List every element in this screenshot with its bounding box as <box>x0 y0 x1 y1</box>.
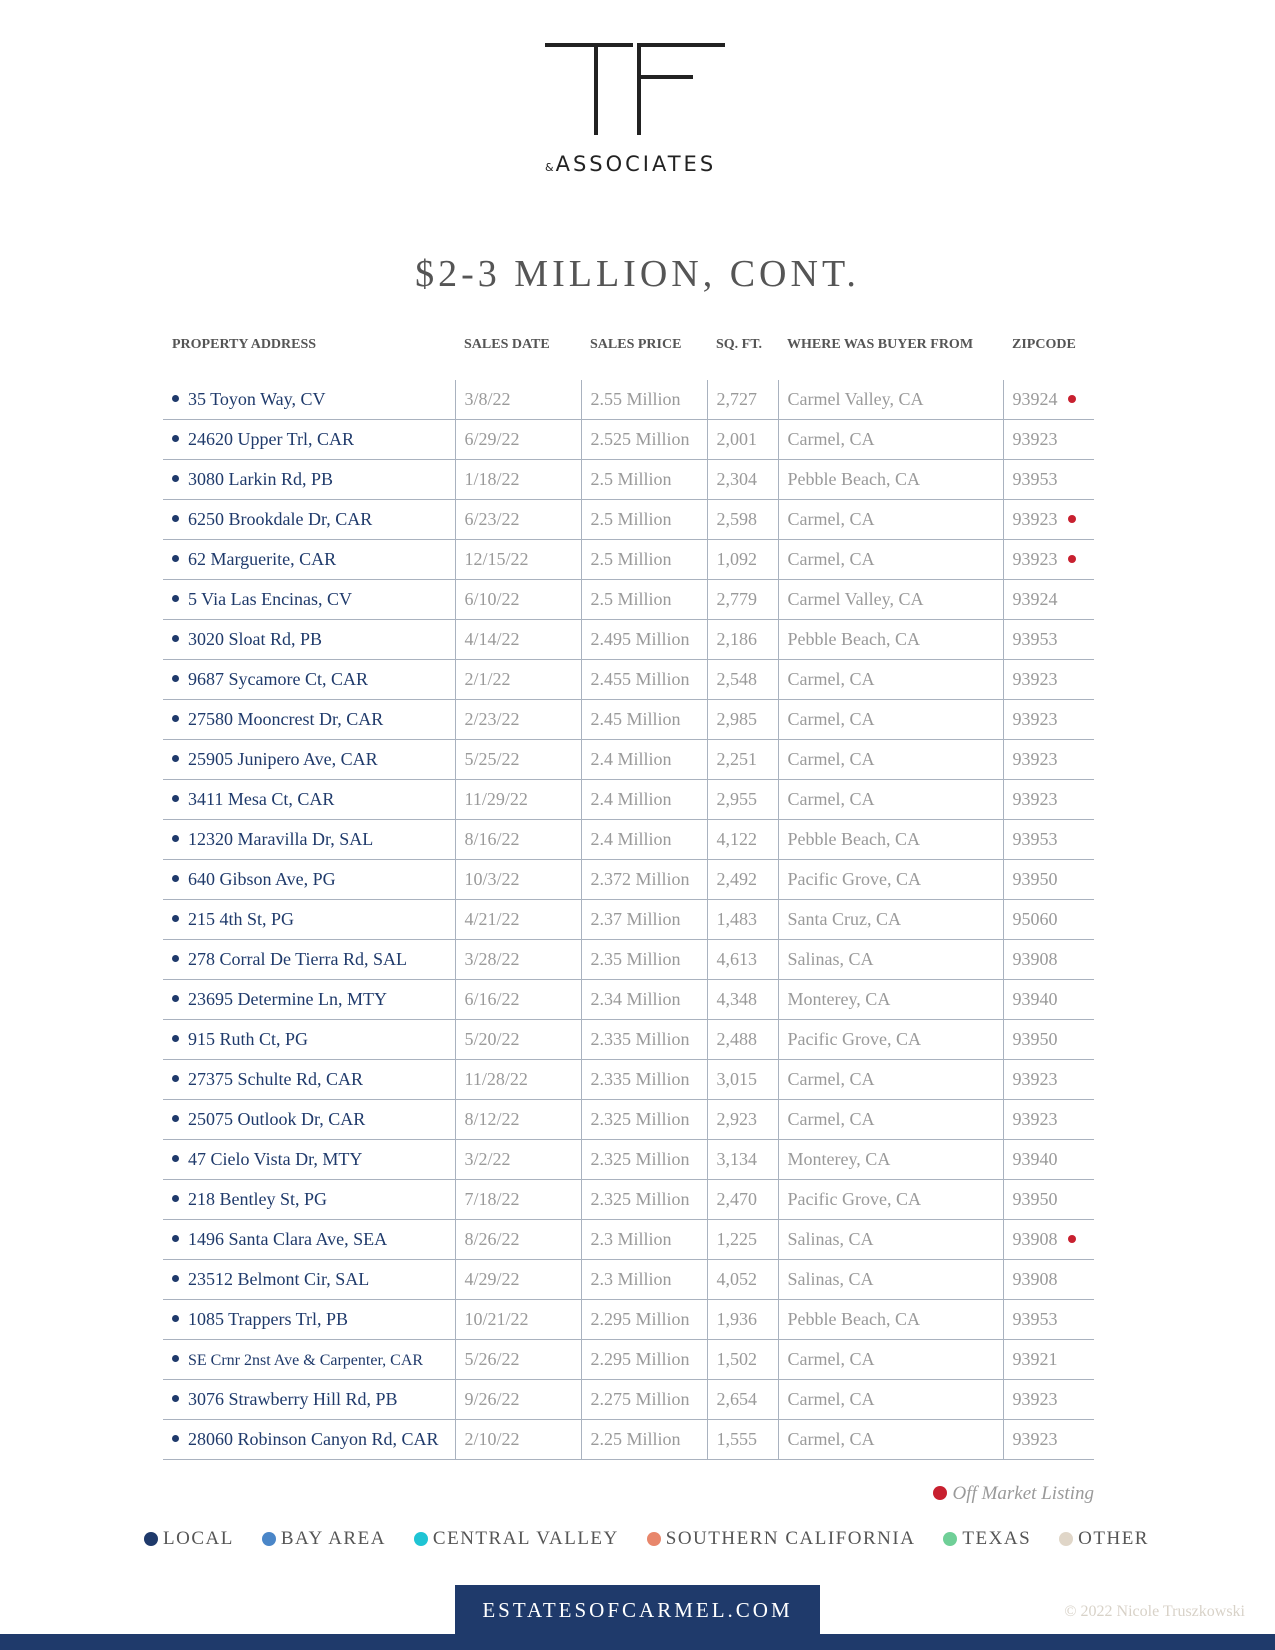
legend-dot-icon <box>943 1532 957 1546</box>
table-row <box>163 900 1094 940</box>
cell-zipcode: 93923 <box>1003 420 1094 460</box>
page-title: $2-3 MILLION, CONT. <box>415 253 860 295</box>
cell-sq-ft: 1,936 <box>707 1300 778 1340</box>
off-market-dot-icon <box>1068 515 1076 523</box>
website-banner[interactable]: ESTATESOFCARMEL.COM <box>455 1585 820 1635</box>
table-row <box>163 1380 1094 1420</box>
cell-zipcode: 93923 <box>1003 500 1094 540</box>
local-buyer-dot-icon <box>172 595 179 602</box>
cell-address: 35 Toyon Way, CV <box>163 380 455 420</box>
table-row <box>163 1180 1094 1220</box>
table-row <box>163 580 1094 620</box>
table-row <box>163 420 1094 460</box>
table-row <box>163 1100 1094 1140</box>
cell-sales-price: 2.335 Million <box>581 1060 707 1100</box>
table-row <box>163 820 1094 860</box>
cell-zipcode: 93923 <box>1003 1060 1094 1100</box>
cell-sq-ft: 2,304 <box>707 460 778 500</box>
table-row <box>163 1260 1094 1300</box>
cell-zipcode: 93923 <box>1003 780 1094 820</box>
legend-label: SOUTHERN CALIFORNIA <box>665 1528 916 1549</box>
cell-zipcode: 93923 <box>1003 1380 1094 1420</box>
tf-associates-logo <box>545 43 735 178</box>
cell-sq-ft: 3,134 <box>707 1140 778 1180</box>
local-buyer-dot-icon <box>172 515 179 522</box>
legend-item <box>262 1528 386 1550</box>
cell-sales-date: 2/23/22 <box>455 700 581 740</box>
cell-sq-ft: 2,470 <box>707 1180 778 1220</box>
cell-sales-date: 3/8/22 <box>455 380 581 420</box>
cell-zipcode: 93921 <box>1003 1340 1094 1380</box>
header-buyer-from: WHERE WAS BUYER FROM <box>787 337 974 352</box>
cell-sales-date: 7/18/22 <box>455 1180 581 1220</box>
cell-sales-price: 2.5 Million <box>581 500 707 540</box>
cell-sales-price: 2.5 Million <box>581 580 707 620</box>
cell-sales-date: 5/26/22 <box>455 1340 581 1380</box>
cell-sales-date: 3/28/22 <box>455 940 581 980</box>
local-buyer-dot-icon <box>172 675 179 682</box>
cell-buyer-from: Carmel, CA <box>778 500 1003 540</box>
cell-sales-date: 10/21/22 <box>455 1300 581 1340</box>
cell-sales-price: 2.4 Million <box>581 740 707 780</box>
table-row <box>163 940 1094 980</box>
cell-address: 12320 Maravilla Dr, SAL <box>163 820 455 860</box>
tf-logo-mark <box>545 43 725 143</box>
cell-sales-price: 2.35 Million <box>581 940 707 980</box>
cell-sales-price: 2.34 Million <box>581 980 707 1020</box>
table-row <box>163 620 1094 660</box>
cell-sales-price: 2.3 Million <box>581 1260 707 1300</box>
cell-buyer-from: Pebble Beach, CA <box>778 1300 1003 1340</box>
cell-buyer-from: Carmel, CA <box>778 740 1003 780</box>
table-row <box>163 1060 1094 1100</box>
cell-buyer-from: Monterey, CA <box>778 980 1003 1020</box>
cell-sales-price: 2.295 Million <box>581 1300 707 1340</box>
cell-sales-date: 8/16/22 <box>455 820 581 860</box>
cell-zipcode: 93908 <box>1003 1220 1094 1260</box>
legend-item <box>144 1528 234 1550</box>
cell-zipcode: 93953 <box>1003 460 1094 500</box>
cell-zipcode: 95060 <box>1003 900 1094 940</box>
local-buyer-dot-icon <box>172 1195 179 1202</box>
table-row <box>163 1220 1094 1260</box>
cell-sales-date: 2/10/22 <box>455 1420 581 1460</box>
cell-sales-price: 2.295 Million <box>581 1340 707 1380</box>
cell-buyer-from: Carmel Valley, CA <box>778 380 1003 420</box>
local-buyer-dot-icon <box>172 475 179 482</box>
cell-address: 28060 Robinson Canyon Rd, CAR <box>163 1420 455 1460</box>
table-row <box>163 1300 1094 1340</box>
cell-sq-ft: 1,502 <box>707 1340 778 1380</box>
cell-zipcode: 93923 <box>1003 700 1094 740</box>
cell-address: 3020 Sloat Rd, PB <box>163 620 455 660</box>
cell-zipcode: 93940 <box>1003 1140 1094 1180</box>
legend-item <box>647 1528 916 1550</box>
header-zipcode: ZIPCODE <box>1012 337 1076 352</box>
cell-buyer-from: Salinas, CA <box>778 940 1003 980</box>
cell-buyer-from: Salinas, CA <box>778 1260 1003 1300</box>
cell-zipcode: 93923 <box>1003 740 1094 780</box>
cell-sales-date: 6/29/22 <box>455 420 581 460</box>
table-row <box>163 700 1094 740</box>
cell-address: 3076 Strawberry Hill Rd, PB <box>163 1380 455 1420</box>
cell-buyer-from: Carmel, CA <box>778 1420 1003 1460</box>
cell-sq-ft: 2,548 <box>707 660 778 700</box>
cell-buyer-from: Pebble Beach, CA <box>778 460 1003 500</box>
local-buyer-dot-icon <box>172 1355 179 1362</box>
cell-sq-ft: 2,654 <box>707 1380 778 1420</box>
cell-address: 3411 Mesa Ct, CAR <box>163 780 455 820</box>
cell-sales-price: 2.335 Million <box>581 1020 707 1060</box>
local-buyer-dot-icon <box>172 1395 179 1402</box>
cell-sales-date: 8/26/22 <box>455 1220 581 1260</box>
cell-address: 1085 Trappers Trl, PB <box>163 1300 455 1340</box>
cell-buyer-from: Carmel, CA <box>778 1340 1003 1380</box>
legend-dot-icon <box>647 1532 661 1546</box>
header-sales-date: SALES DATE <box>464 337 550 352</box>
cell-address: 215 4th St, PG <box>163 900 455 940</box>
cell-sales-price: 2.37 Million <box>581 900 707 940</box>
cell-sq-ft: 4,613 <box>707 940 778 980</box>
cell-buyer-from: Carmel, CA <box>778 660 1003 700</box>
cell-sales-date: 4/21/22 <box>455 900 581 940</box>
legend-item <box>414 1528 619 1550</box>
local-buyer-dot-icon <box>172 955 179 962</box>
cell-buyer-from: Carmel, CA <box>778 1100 1003 1140</box>
cell-buyer-from: Santa Cruz, CA <box>778 900 1003 940</box>
cell-buyer-from: Pacific Grove, CA <box>778 1180 1003 1220</box>
cell-sq-ft: 1,225 <box>707 1220 778 1260</box>
local-buyer-dot-icon <box>172 1115 179 1122</box>
cell-sq-ft: 2,923 <box>707 1100 778 1140</box>
cell-zipcode: 93908 <box>1003 940 1094 980</box>
cell-address: 27375 Schulte Rd, CAR <box>163 1060 455 1100</box>
local-buyer-dot-icon <box>172 1235 179 1242</box>
local-buyer-dot-icon <box>172 715 179 722</box>
cell-address: 23512 Belmont Cir, SAL <box>163 1260 455 1300</box>
legend-item <box>943 1528 1031 1550</box>
cell-address: 62 Marguerite, CAR <box>163 540 455 580</box>
table-row <box>163 740 1094 780</box>
cell-sales-price: 2.325 Million <box>581 1100 707 1140</box>
cell-sq-ft: 2,779 <box>707 580 778 620</box>
cell-sq-ft: 2,985 <box>707 700 778 740</box>
local-buyer-dot-icon <box>172 1075 179 1082</box>
cell-sales-price: 2.325 Million <box>581 1140 707 1180</box>
cell-zipcode: 93950 <box>1003 860 1094 900</box>
cell-sq-ft: 2,492 <box>707 860 778 900</box>
cell-sales-price: 2.4 Million <box>581 780 707 820</box>
cell-zipcode: 93953 <box>1003 620 1094 660</box>
cell-sales-date: 4/14/22 <box>455 620 581 660</box>
cell-buyer-from: Monterey, CA <box>778 1140 1003 1180</box>
local-buyer-dot-icon <box>172 915 179 922</box>
cell-sales-price: 2.495 Million <box>581 620 707 660</box>
cell-address: 278 Corral De Tierra Rd, SAL <box>163 940 455 980</box>
footer-bar <box>0 1634 1275 1650</box>
cell-sales-price: 2.455 Million <box>581 660 707 700</box>
off-market-dot-icon <box>1068 555 1076 563</box>
cell-address: 6250 Brookdale Dr, CAR <box>163 500 455 540</box>
cell-zipcode: 93923 <box>1003 660 1094 700</box>
cell-sales-price: 2.325 Million <box>581 1180 707 1220</box>
cell-zipcode: 93923 <box>1003 1100 1094 1140</box>
cell-sq-ft: 1,092 <box>707 540 778 580</box>
local-buyer-dot-icon <box>172 995 179 1002</box>
cell-zipcode: 93953 <box>1003 1300 1094 1340</box>
cell-address: 47 Cielo Vista Dr, MTY <box>163 1140 455 1180</box>
legend-dot-icon <box>144 1532 158 1546</box>
cell-address: 5 Via Las Encinas, CV <box>163 580 455 620</box>
cell-address: 23695 Determine Ln, MTY <box>163 980 455 1020</box>
legend-dot-icon <box>414 1532 428 1546</box>
cell-address: 1496 Santa Clara Ave, SEA <box>163 1220 455 1260</box>
table-row <box>163 380 1094 420</box>
cell-sales-date: 4/29/22 <box>455 1260 581 1300</box>
legend-dot-icon <box>262 1532 276 1546</box>
cell-address: 27580 Mooncrest Dr, CAR <box>163 700 455 740</box>
legend-dot-icon <box>1059 1532 1073 1546</box>
legend-label: TEXAS <box>962 1528 1032 1549</box>
cell-sales-date: 11/28/22 <box>455 1060 581 1100</box>
cell-sq-ft: 2,488 <box>707 1020 778 1060</box>
cell-sales-date: 11/29/22 <box>455 780 581 820</box>
local-buyer-dot-icon <box>172 755 179 762</box>
local-buyer-dot-icon <box>172 835 179 842</box>
cell-zipcode: 93924 <box>1003 580 1094 620</box>
cell-buyer-from: Pacific Grove, CA <box>778 1020 1003 1060</box>
table-row <box>163 660 1094 700</box>
table-row <box>163 1140 1094 1180</box>
off-market-dot-icon <box>1068 1235 1076 1243</box>
cell-sales-date: 6/16/22 <box>455 980 581 1020</box>
cell-zipcode: 93950 <box>1003 1020 1094 1060</box>
local-buyer-dot-icon <box>172 1035 179 1042</box>
table-row <box>163 780 1094 820</box>
cell-zipcode: 93953 <box>1003 820 1094 860</box>
cell-buyer-from: Carmel, CA <box>778 1380 1003 1420</box>
cell-sales-date: 2/1/22 <box>455 660 581 700</box>
cell-sales-price: 2.5 Million <box>581 540 707 580</box>
cell-buyer-from: Pebble Beach, CA <box>778 820 1003 860</box>
cell-buyer-from: Carmel, CA <box>778 540 1003 580</box>
cell-buyer-from: Pacific Grove, CA <box>778 860 1003 900</box>
cell-sales-price: 2.372 Million <box>581 860 707 900</box>
header-sq-ft: SQ. FT. <box>716 337 763 352</box>
off-market-dot-icon <box>1068 395 1076 403</box>
cell-sq-ft: 2,727 <box>707 380 778 420</box>
legend-label: OTHER <box>1078 1528 1149 1549</box>
off-market-legend: Off Market Listing <box>933 1483 1094 1505</box>
cell-sales-price: 2.55 Million <box>581 380 707 420</box>
cell-buyer-from: Carmel, CA <box>778 700 1003 740</box>
cell-zipcode: 93923 <box>1003 540 1094 580</box>
cell-sq-ft: 2,955 <box>707 780 778 820</box>
cell-sq-ft: 2,186 <box>707 620 778 660</box>
cell-buyer-from: Carmel Valley, CA <box>778 580 1003 620</box>
cell-zipcode: 93908 <box>1003 1260 1094 1300</box>
cell-buyer-from: Pebble Beach, CA <box>778 620 1003 660</box>
logo-wordmark: &ASSOCIATES <box>545 152 717 176</box>
table-row <box>163 1420 1094 1460</box>
cell-sales-price: 2.275 Million <box>581 1380 707 1420</box>
cell-zipcode: 93940 <box>1003 980 1094 1020</box>
table-row <box>163 860 1094 900</box>
legend-label: LOCAL <box>163 1528 234 1549</box>
copyright-text: © 2022 Nicole Truszkowski <box>1064 1603 1245 1620</box>
local-buyer-dot-icon <box>172 435 179 442</box>
local-buyer-dot-icon <box>172 1315 179 1322</box>
cell-sales-date: 6/23/22 <box>455 500 581 540</box>
cell-address: 24620 Upper Trl, CAR <box>163 420 455 460</box>
cell-sales-price: 2.4 Million <box>581 820 707 860</box>
table-row <box>163 1020 1094 1060</box>
cell-sales-date: 1/18/22 <box>455 460 581 500</box>
cell-sales-date: 5/25/22 <box>455 740 581 780</box>
cell-sq-ft: 3,015 <box>707 1060 778 1100</box>
cell-buyer-from: Carmel, CA <box>778 1060 1003 1100</box>
local-buyer-dot-icon <box>172 635 179 642</box>
local-buyer-dot-icon <box>172 1155 179 1162</box>
cell-sq-ft: 4,122 <box>707 820 778 860</box>
local-buyer-dot-icon <box>172 795 179 802</box>
cell-sq-ft: 1,483 <box>707 900 778 940</box>
local-buyer-dot-icon <box>172 555 179 562</box>
legend-item <box>1059 1528 1149 1550</box>
cell-address: 25905 Junipero Ave, CAR <box>163 740 455 780</box>
cell-zipcode: 93924 <box>1003 380 1094 420</box>
cell-sales-price: 2.3 Million <box>581 1220 707 1260</box>
table-row <box>163 460 1094 500</box>
off-market-dot-icon <box>933 1486 947 1500</box>
cell-zipcode: 93950 <box>1003 1180 1094 1220</box>
cell-address: 640 Gibson Ave, PG <box>163 860 455 900</box>
cell-sales-price: 2.5 Million <box>581 460 707 500</box>
cell-sq-ft: 2,001 <box>707 420 778 460</box>
sales-table <box>163 337 1094 1460</box>
cell-buyer-from: Salinas, CA <box>778 1220 1003 1260</box>
header-property-address: PROPERTY ADDRESS <box>172 337 317 352</box>
table-header-row <box>163 337 1094 380</box>
cell-address: 3080 Larkin Rd, PB <box>163 460 455 500</box>
cell-sales-date: 9/26/22 <box>455 1380 581 1420</box>
table-row <box>163 1340 1094 1380</box>
cell-sales-price: 2.525 Million <box>581 420 707 460</box>
cell-address: 218 Bentley St, PG <box>163 1180 455 1220</box>
cell-buyer-from: Carmel, CA <box>778 780 1003 820</box>
cell-sales-date: 12/15/22 <box>455 540 581 580</box>
cell-sq-ft: 4,052 <box>707 1260 778 1300</box>
cell-sq-ft: 2,598 <box>707 500 778 540</box>
cell-address: 915 Ruth Ct, PG <box>163 1020 455 1060</box>
legend-label: CENTRAL VALLEY <box>432 1528 619 1549</box>
cell-sales-price: 2.45 Million <box>581 700 707 740</box>
cell-sq-ft: 2,251 <box>707 740 778 780</box>
cell-sales-price: 2.25 Million <box>581 1420 707 1460</box>
cell-sales-date: 3/2/22 <box>455 1140 581 1180</box>
cell-address: 25075 Outlook Dr, CAR <box>163 1100 455 1140</box>
local-buyer-dot-icon <box>172 395 179 402</box>
cell-sales-date: 10/3/22 <box>455 860 581 900</box>
table-row <box>163 980 1094 1020</box>
cell-sq-ft: 1,555 <box>707 1420 778 1460</box>
cell-zipcode: 93923 <box>1003 1420 1094 1460</box>
cell-sales-date: 6/10/22 <box>455 580 581 620</box>
local-buyer-dot-icon <box>172 875 179 882</box>
header-sales-price: SALES PRICE <box>590 337 682 352</box>
cell-sales-date: 8/12/22 <box>455 1100 581 1140</box>
cell-sq-ft: 4,348 <box>707 980 778 1020</box>
legend-label: BAY AREA <box>280 1528 386 1549</box>
table-row <box>163 540 1094 580</box>
cell-address: 9687 Sycamore Ct, CAR <box>163 660 455 700</box>
buyer-origin-legend <box>144 1528 1149 1550</box>
local-buyer-dot-icon <box>172 1435 179 1442</box>
local-buyer-dot-icon <box>172 1275 179 1282</box>
table-row <box>163 500 1094 540</box>
cell-sales-date: 5/20/22 <box>455 1020 581 1060</box>
cell-buyer-from: Carmel, CA <box>778 420 1003 460</box>
cell-address: SE Crnr 2nst Ave & Carpenter, CAR <box>163 1340 455 1380</box>
